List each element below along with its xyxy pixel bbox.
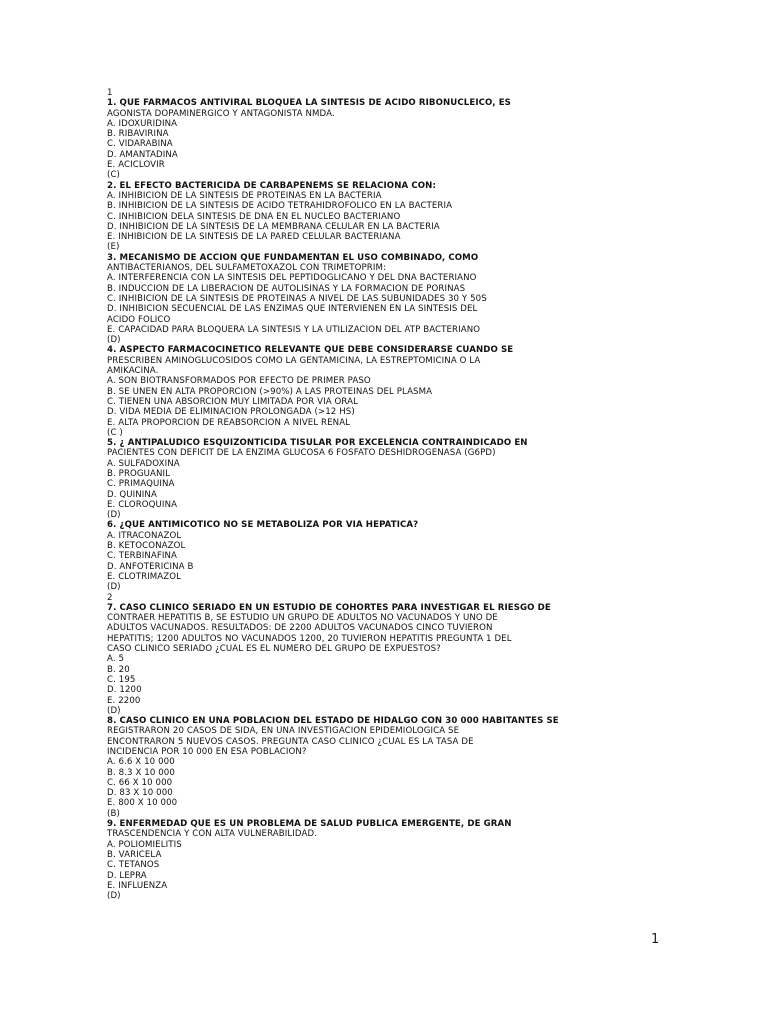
q4-option-e: E. ALTA PROPORCIÓN DE REABSORCIÓN A NIVEL RENAL (107, 417, 351, 428)
question-4: 4. ASPECTO FARMACOCINETICO RELEVANTE QUE DEBE CONSIDERARSE CUANDO SE (107, 345, 514, 356)
q9-option-b: B. VARICELA (107, 849, 162, 860)
q2-option-a: A. INHIBICION DE LA SINTESIS DE PROTEINAS EN LA BACTERIA (107, 190, 382, 201)
q3-option-b: B. INDUCCIÓN DE LA LIBERACIÓN DE AUTOLISINAS Y LA FORMACIÓN DE PORINAS (107, 283, 466, 294)
q8-option-e: E. 800 X 10 000 (107, 798, 178, 809)
q5-option-a: A. SULFADOXINA (107, 458, 180, 469)
q4-option-d: D. VIDA MEDIA DE ELIMINACIÓN PROLONGADA (>12 HS) (107, 407, 355, 418)
q3-option-d-cont: ÁCIDO FÓLICO (107, 314, 171, 325)
q1-option-c: C. VIDARABINA (107, 139, 173, 150)
q3-option-c: C. INHIBICIÓN DE LA SÍNTESIS DE PROTEINAS A NIVEL DE LAS SUBUNIDADES 30 Y 50S (107, 293, 487, 304)
q7-option-c: C. 195 (107, 674, 136, 685)
q9-answer: (D) (107, 891, 121, 902)
q8-option-b: B. 8.3 X 10 000 (107, 767, 175, 778)
q5-option-e: E. CLOROQUINA (107, 499, 178, 510)
q6-answer: (D) (107, 582, 121, 593)
q7-option-b: B. 20 (107, 664, 130, 675)
q6-option-c: C. TERBINAFINA (107, 551, 178, 562)
question-1-cont: AGONISTA DOPAMINÉRGICO Y ANTAGONISTA NMDA. (107, 108, 335, 119)
page-marker: 1 (107, 88, 113, 98)
q5-option-c: C. PRIMAQUINA (107, 479, 175, 490)
q3-option-a: A. INTERFERENCIA CON LA SÍNTESIS DEL PEPTIDOGLICANO Y DEL DNA BACTERIANO (107, 273, 477, 284)
question-7-cont-2: ADULTOS VACUNADOS. RESULTADOS: DE 2200 ADULTOS VACUNADOS CINCO TUVIERON (107, 623, 493, 634)
q3-option-d: D. INHIBICIÓN SECUENCIAL DE LAS ENZIMAS QUE INTERVIENEN EN LA SINTESIS DEL (107, 304, 478, 315)
q8-answer: (B) (107, 808, 120, 819)
footer-page-number: 1 (651, 932, 660, 947)
q6-option-a: A. ITRACONAZOL (107, 530, 182, 541)
q1-option-a: A. IDOXURIDINA (107, 118, 178, 129)
q2-option-c: C. INHIBICION DELA SINTESIS DE DNA EN EL NUCLEO BACTERIANO (107, 211, 401, 222)
q2-option-b: B. INHIBICION DE LA SINTESIS DE ACIDO TETRAHIDROFOLICO EN LA BACTERIA (107, 201, 453, 212)
q7-option-e: E. 2200 (107, 695, 141, 706)
q5-option-d: D. QUININA (107, 489, 157, 500)
q6-option-e: E. CLOTRIMAZOL (107, 571, 182, 582)
q4-option-b: B. SE UNEN EN ALTA PROPORCIÓN (>90%) A LAS PROTEÍNAS DEL PLÁSMA (107, 386, 433, 397)
q9-option-c: C. TÉTANOS (107, 860, 160, 871)
q1-answer: (C) (107, 170, 121, 181)
q6-option-d: D. ANFOTERICINA B (107, 561, 194, 572)
document-body (107, 88, 577, 901)
question-4-cont-1: PRESCRIBEN AMINOGLUCÓSIDOS COMO LA GENTAMICINA, LA ESTREPTOMICINA O LA (107, 355, 481, 366)
q1-option-b: B. RIBAVIRINA (107, 129, 169, 140)
question-7: 7. CASO CLÍNICO SERIADO EN UN ESTUDIO DE COHORTES PARA INVESTIGAR EL RIESGO DE (107, 602, 551, 613)
question-8-cont-1: REGISTRARON 20 CASOS DE SIDA, EN UNA INVESTIGACIÓN EPIDEMIOLÓGICA SE (107, 726, 460, 737)
q2-option-e: E. INHIBICION DE LA SINTESIS DE LA PARED CELULAR BACTERIANA (107, 232, 401, 243)
q6-option-b: B. KETOCONAZOL (107, 541, 186, 552)
q3-option-e: E. CAPACIDAD PARA BLOQUERA LA SÍNTESIS Y LA UTILIZACIÓN DEL ATP BACTERIANO (107, 324, 481, 335)
q4-option-c: C. TIENEN UNA ABSORCIÓN MUY LIMITADA POR VÍA ORAL (107, 396, 358, 407)
q5-option-b: B. PROGUANIL (107, 468, 171, 479)
question-7-cont-3: HEPATITIS; 1200 ADULTOS NO VACUNADOS 1200, 20 TUVIERON HEPATITIS PREGUNTA 1 DEL (107, 633, 512, 644)
question-3-cont: ANTIBACTERIANOS, DEL SULFAMETOXAZOL CON TRIMETOPRIM: (107, 263, 387, 274)
q2-option-d: D. INHIBICION DE LA SINTESIS DE LA MEMBRANA CELULAR EN LA BACTERIA (107, 221, 440, 232)
question-4-cont-2: AMIKACINA. (107, 366, 159, 377)
q8-option-c: C. 66 X 10 000 (107, 777, 173, 788)
question-3: 3. MECANISMO DE ACCIÓN QUE FUNDAMENTAN EL USO COMBINADO, COMO (107, 252, 479, 263)
q9-option-a: A. POLIOMIELITIS (107, 839, 182, 850)
q9-option-d: D. LEPRA (107, 870, 147, 881)
question-5-cont: PACIENTES CON DEFICIT DE LA ENZIMA GLUCOSA 6 FOSFATO DESHIDROGENASA (G6PD) (107, 448, 496, 459)
q2-answer: (E) (107, 242, 120, 253)
q7-option-a: A. 5 (107, 654, 125, 665)
q3-answer: (D) (107, 335, 121, 346)
question-2: 2. EL EFECTO BACTERICIDA DE CARBAPENEMS SE RELACIONA CON: (107, 180, 436, 191)
question-5: 5. ¿ ANTIPALUDICO ESQUIZONTICIDA TISULAR POR EXCELENCIA CONTRAINDICADO EN (107, 438, 528, 449)
question-8-cont-2: ENCONTRARON 5 NUEVOS CASOS. PREGUNTA CASO CLINICO ¿CUAL ES LA TASA DE (107, 736, 474, 747)
question-8: 8. CASO CLÍNICO EN UNA POBLACIÓN DEL ESTADO DE HIDALGO CON 30 000 HABITANTES SE (107, 716, 559, 727)
q8-option-d: D. 83 X 10 000 (107, 788, 173, 799)
question-9-cont: TRASCENDENCIA Y CON ALTA VULNERABILIDAD. (107, 829, 318, 840)
q4-answer: (C ) (107, 427, 123, 438)
question-7-cont-4: CASO CLÍNICO SERIADO ¿CUAL ES EL NÚMERO DEL GRUPO DE EXPUESTOS? (107, 644, 441, 655)
q4-option-a: A. SON BIOTRANSFORMADOS POR EFECTO DE PRIMER PASO (107, 376, 371, 387)
question-8-cont-3: INCIDENCIA POR 10 000 EN ESA POBLACIÓN? (107, 747, 307, 757)
q7-option-d: D. 1200 (107, 685, 142, 696)
q7-answer: (D) (107, 705, 121, 716)
question-6: 6. ¿QUE ANTIMICÓTICO NO SE METABOLIZA POR VÍA HEPÁTICA? (107, 520, 419, 531)
question-7-cont-1: CONTRAER HEPATITIS B, SE ESTUDIÓ UN GRUPO DE ADULTOS NO VACUNADOS Y UNO DE (107, 613, 498, 624)
q9-option-e: E. INFLUENZA (107, 880, 168, 891)
question-1: 1. QUE FÁRMACOS ANTIVIRAL BLOQUEA LA SÍNTESIS DE ÁCIDO RIBONUCLEICO, ES (107, 98, 511, 109)
q1-option-e: E. ACICLOVIR (107, 160, 165, 171)
q8-option-a: A. 6.6 X 10 000 (107, 757, 175, 768)
page-marker: 2 (107, 592, 113, 603)
q1-option-d: D. AMANTADINA (107, 149, 178, 160)
q5-answer: (D) (107, 510, 121, 521)
question-9: 9. ENFERMEDAD QUE ES UN PROBLEMA DE SALUD PÚBLICA EMERGENTE, DE GRAN (107, 819, 512, 830)
